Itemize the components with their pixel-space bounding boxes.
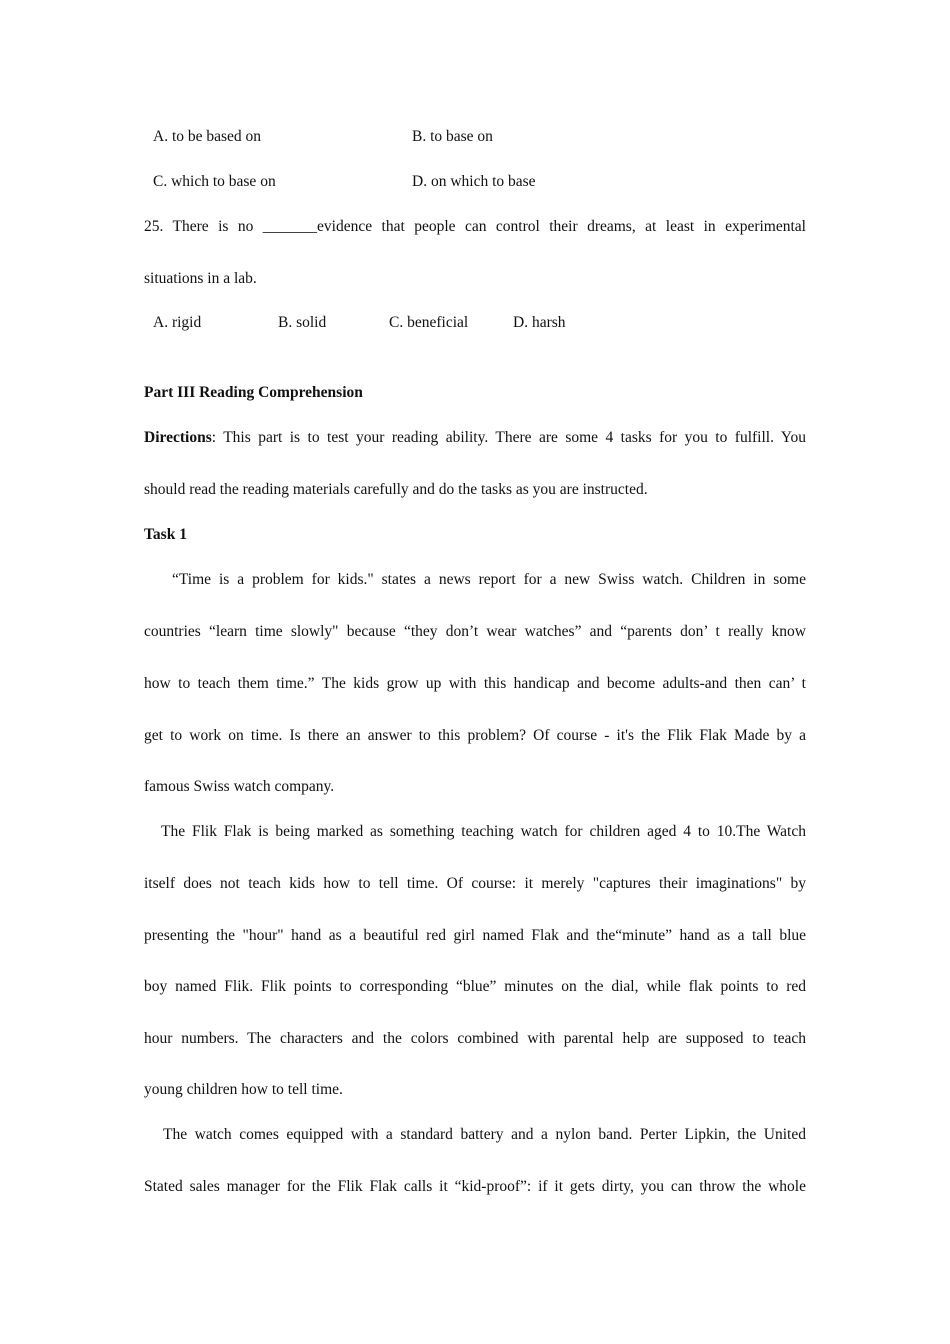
directions-line-2: should read the reading materials carefully and do the tasks as you are instructed.: [144, 481, 648, 498]
directions-line-1: [144, 428, 806, 448]
q24-option-d: D. on which to base: [412, 173, 536, 190]
q25-option-a: A. rigid: [153, 314, 202, 331]
passage-p2-line-3: presenting the "hour" hand as a beautiful red girl named Flak and the“minute” hand as a tall blue: [144, 927, 806, 944]
q25-question-line-1: 25. There is no _______evidence that people can control their dreams, at least in experimental: [144, 218, 806, 235]
passage-p2-line-1: The Flik Flak is being marked as something teaching watch for children aged 4 to 10.The Watch: [161, 823, 806, 840]
passage-p1-line-2: countries “learn time slowly" because “they don’t wear watches” and “parents don’ t really know: [144, 623, 806, 640]
q24-option-b: B. to base on: [412, 128, 493, 145]
q25-option-c: C. beneficial: [389, 314, 469, 331]
passage-p1-line-4: get to work on time. Is there an answer to this problem? Of course - it's the Flik Flak Made by a: [144, 727, 806, 744]
directions-text: : This part is to test your reading ability. There are some 4 tasks for you to fulfill. You: [211, 429, 806, 446]
task-label: Task 1: [144, 526, 187, 543]
passage-p3-line-1: The watch comes equipped with a standard battery and a nylon band. Perter Lipkin, the United: [163, 1126, 806, 1143]
passage-p1-line-5: famous Swiss watch company.: [144, 778, 335, 795]
passage-p2-line-2: itself does not teach kids how to tell time. Of course: it merely "captures their imaginations" by: [144, 875, 806, 892]
passage-p3-line-2: Stated sales manager for the Flik Flak calls it “kid-proof”: if it gets dirty, you can throw the whole: [144, 1178, 806, 1195]
passage-p1-line-3: how to teach them time.” The kids grow up with this handicap and become adults-and then can’ t: [144, 675, 806, 692]
q24-option-a: A. to be based on: [153, 128, 262, 145]
q25-option-b: B. solid: [278, 314, 327, 331]
passage-p2-line-5: hour numbers. The characters and the colors combined with parental help are supposed to teach: [144, 1030, 806, 1047]
q25-question-line-2: situations in a lab.: [144, 270, 257, 287]
directions-label: Directions: [144, 429, 212, 446]
q25-option-d: D. harsh: [513, 314, 566, 331]
passage-p1-line-1: “Time is a problem for kids." states a news report for a new Swiss watch. Children in some: [172, 571, 806, 588]
q24-option-c: C. which to base on: [153, 173, 276, 190]
passage-p2-line-4: boy named Flik. Flik points to corresponding “blue” minutes on the dial, while flak points to red: [144, 978, 806, 995]
passage-p2-line-6: young children how to tell time.: [144, 1081, 343, 1098]
part-heading: Part III Reading Comprehension: [144, 384, 363, 401]
